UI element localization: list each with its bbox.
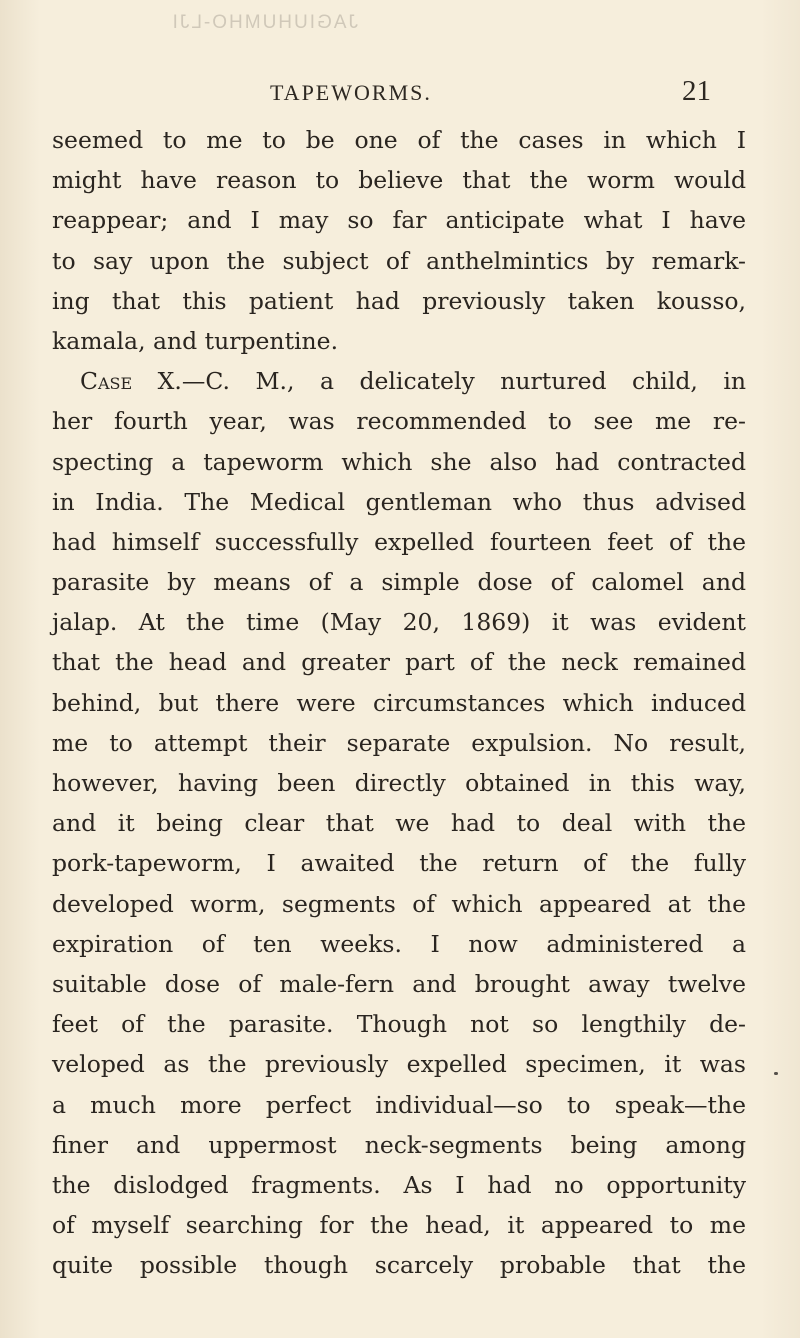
- text-line: seemed to me to be one of the cases in which I: [52, 126, 746, 154]
- text-line: specting a tapeworm which she also had contracted: [52, 447, 746, 476]
- text-line: and it being clear that we had to deal with the: [52, 809, 746, 838]
- stray-ink-mark: [774, 1072, 778, 1075]
- text-line: parasite by means of a simple dose of calomel and: [52, 568, 746, 597]
- text-line: ing that this patient had previously taken kousso,: [52, 286, 746, 315]
- case-label: Case X.: [80, 367, 182, 396]
- body-text: [52, 120, 746, 1285]
- text-line: a much more perfect individual—so to speak—the: [52, 1090, 746, 1119]
- text-line: that the head and greater part of the neck remained: [52, 648, 746, 677]
- text-line: of myself searching for the head, it appeared to me: [52, 1211, 746, 1240]
- page-number: 21: [682, 75, 711, 107]
- case-heading-line: Case X.—C. M., a delicately nurtured child, in: [80, 367, 746, 396]
- text-line: expiration of ten weeks. I now administered a: [52, 929, 746, 958]
- text-line: in India. The Medical gentleman who thus advised: [52, 487, 746, 516]
- text-line: quite possible though scarcely probable that the: [52, 1251, 746, 1280]
- text-line: however, having been directly obtained in this way,: [52, 769, 746, 797]
- text-line: had himself successfully expelled fourteen feet of the: [52, 527, 746, 556]
- text-line: me to attempt their separate expulsion. No result,: [52, 728, 746, 757]
- text-line: suitable dose of male-fern and brought away twelve: [52, 969, 746, 998]
- text-line: veloped as the previously expelled specimen, it was: [52, 1050, 746, 1079]
- text-line: the dislodged fragments. As I had no opportunity: [52, 1170, 746, 1199]
- text-line: to say upon the subject of anthelmintics by remark-: [52, 246, 746, 275]
- text-line: developed worm, segments of which appeared at the: [52, 889, 746, 918]
- text-line: kamala, and turpentine.: [52, 326, 339, 355]
- text-line: jalap. At the time (May 20, 1869) it was evident: [52, 608, 746, 637]
- text-line: might have reason to believe that the worm would: [52, 166, 746, 195]
- text-line: pork-tapeworm, I awaited the return of the fully: [52, 849, 746, 878]
- bleed-through-text: JAGIUHUMHO-LJI: [170, 12, 358, 33]
- text-line: her fourth year, was recommended to see me re-: [52, 407, 746, 436]
- text-line: feet of the parasite. Though not so lengthily de-: [52, 1010, 746, 1039]
- text-line: behind, but there were circumstances which induced: [52, 688, 746, 717]
- text-line: finer and uppermost neck-segments being among: [52, 1130, 746, 1159]
- running-head: TAPEWORMS.: [270, 80, 432, 105]
- text-line: reappear; and I may so far anticipate what I have: [52, 206, 746, 235]
